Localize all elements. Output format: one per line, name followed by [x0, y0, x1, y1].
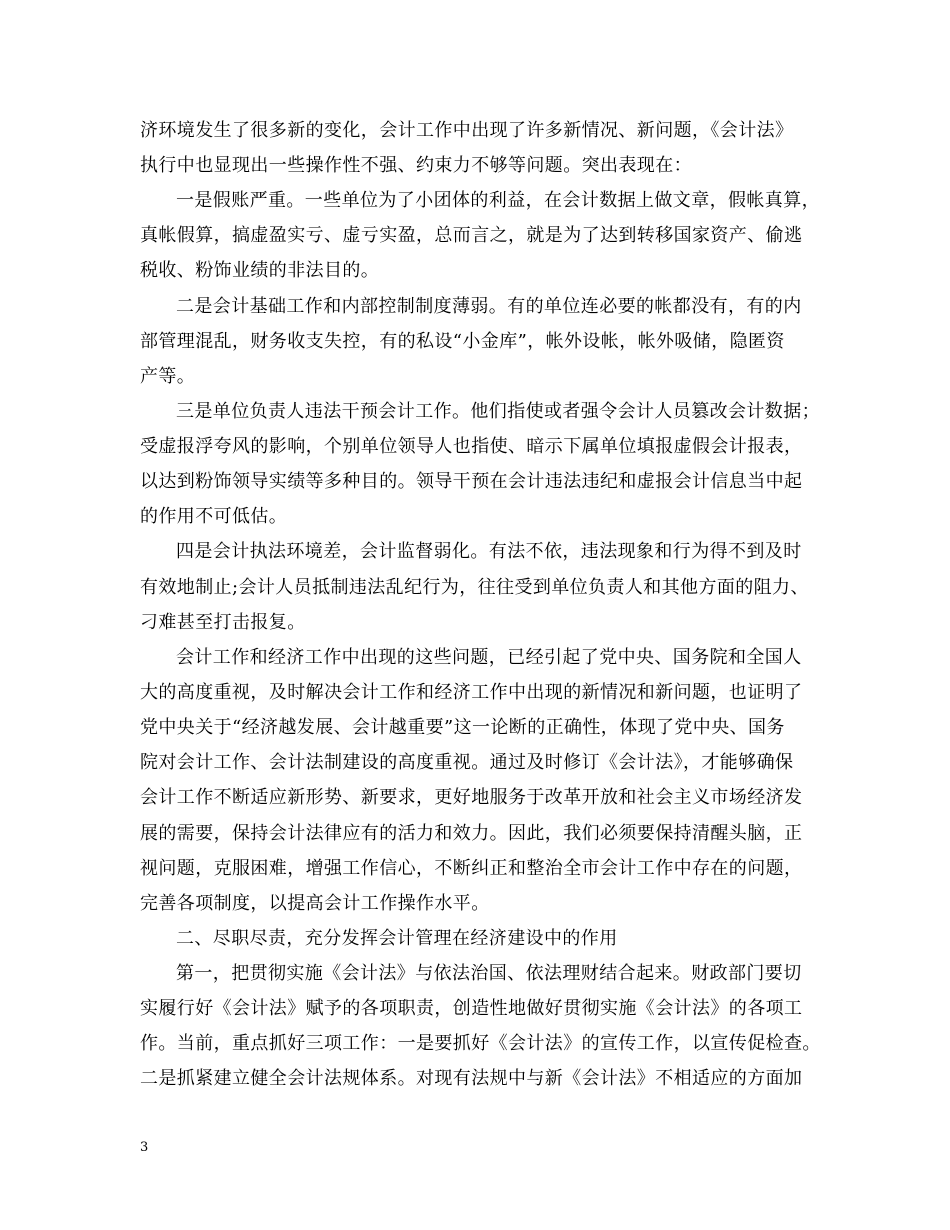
text-line: 产等。 [140, 366, 196, 387]
text-line: 真帐假算，搞虚盈实亏、虚亏实盈，总而言之，就是为了达到转移国家资产、偷逃 [140, 225, 803, 246]
text-line: 实履行好《会计法》赋予的各项职责，创造性地做好贯彻实施《会计法》的各项工 [140, 998, 803, 1019]
text-line: 完善各项制度，以提高会计工作操作水平。 [140, 893, 490, 914]
section-heading: 二、尽职尽责，充分发挥会计管理在经济建设中的作用 [176, 928, 618, 949]
text-line: 刁难甚至打击报复。 [140, 612, 306, 633]
text-line: 大的高度重视，及时解决会计工作和经济工作中出现的新情况和新问题，也证明了 [140, 682, 803, 703]
text-line: 部管理混乱，财务收支失控，有的私设“小金库”，帐外设帐，帐外吸储，隐匿资 [140, 331, 785, 352]
text-line: 二是抓紧建立健全会计法规体系。对现有法规中与新《会计法》不相适应的方面加 [140, 1068, 803, 1089]
text-line: 展的需要，保持会计法律应有的活力和效力。因此，我们必须要保持清醒头脑，正 [140, 823, 803, 844]
text-line: 第一，把贯彻实施《会计法》与依法治国、依法理财结合起来。财政部门要切 [176, 963, 802, 984]
page-number: 3 [140, 1140, 149, 1155]
text-line: 的作用不可低估。 [140, 506, 288, 527]
text-line: 一是假账严重。一些单位为了小团体的利益，在会计数据上做文章，假帐真算， [176, 190, 820, 211]
text-line: 会计工作和经济工作中出现的这些问题，已经引起了党中央、国务院和全国人 [176, 647, 802, 668]
text-line: 三是单位负责人违法干预会计工作。他们指使或者强令会计人员篡改会计数据； [176, 401, 820, 422]
text-line: 四是会计执法环境差，会计监督弱化。有法不依，违法现象和行为得不到及时 [176, 541, 802, 562]
text-line: 院对会计工作、会计法制建设的高度重视。通过及时修订《会计法》，才能够确保 [140, 752, 794, 773]
text-line: 执行中也显现出一些操作性不强、约束力不够等问题。突出表现在： [140, 155, 692, 176]
text-line: 受虚报浮夸风的影响，个别单位领导人也指使、暗示下属单位填报虚假会计报表， [140, 436, 803, 457]
text-line: 二是会计基础工作和内部控制制度薄弱。有的单位连必要的帐都没有，有的内 [176, 296, 802, 317]
text-line: 有效地制止;会计人员抵制违法乱纪行为，往往受到单位负责人和其他方面的阻力、 [140, 577, 809, 598]
text-line: 以达到粉饰领导实绩等多种目的。领导干预在会计违法违纪和虚报会计信息当中起 [140, 471, 803, 492]
text-line: 党中央关于“经济越发展、会计越重要”这一论断的正确性，体现了党中央、国务 [140, 717, 785, 738]
text-line: 会计工作不断适应新形势、新要求，更好地服务于改革开放和社会主义市场经济发 [140, 787, 803, 808]
text-line: 济环境发生了很多新的变化，会计工作中出现了许多新情况、新问题，《会计法》 [140, 120, 794, 141]
text-line: 视问题，克服困难，增强工作信心，不断纠正和整治全市会计工作中存在的问题， [140, 858, 803, 879]
text-line: 税收、粉饰业绩的非法目的。 [140, 260, 380, 281]
text-line: 作。当前，重点抓好三项工作：一是要抓好《会计法》的宣传工作，以宣传促检查。 [140, 1033, 821, 1054]
